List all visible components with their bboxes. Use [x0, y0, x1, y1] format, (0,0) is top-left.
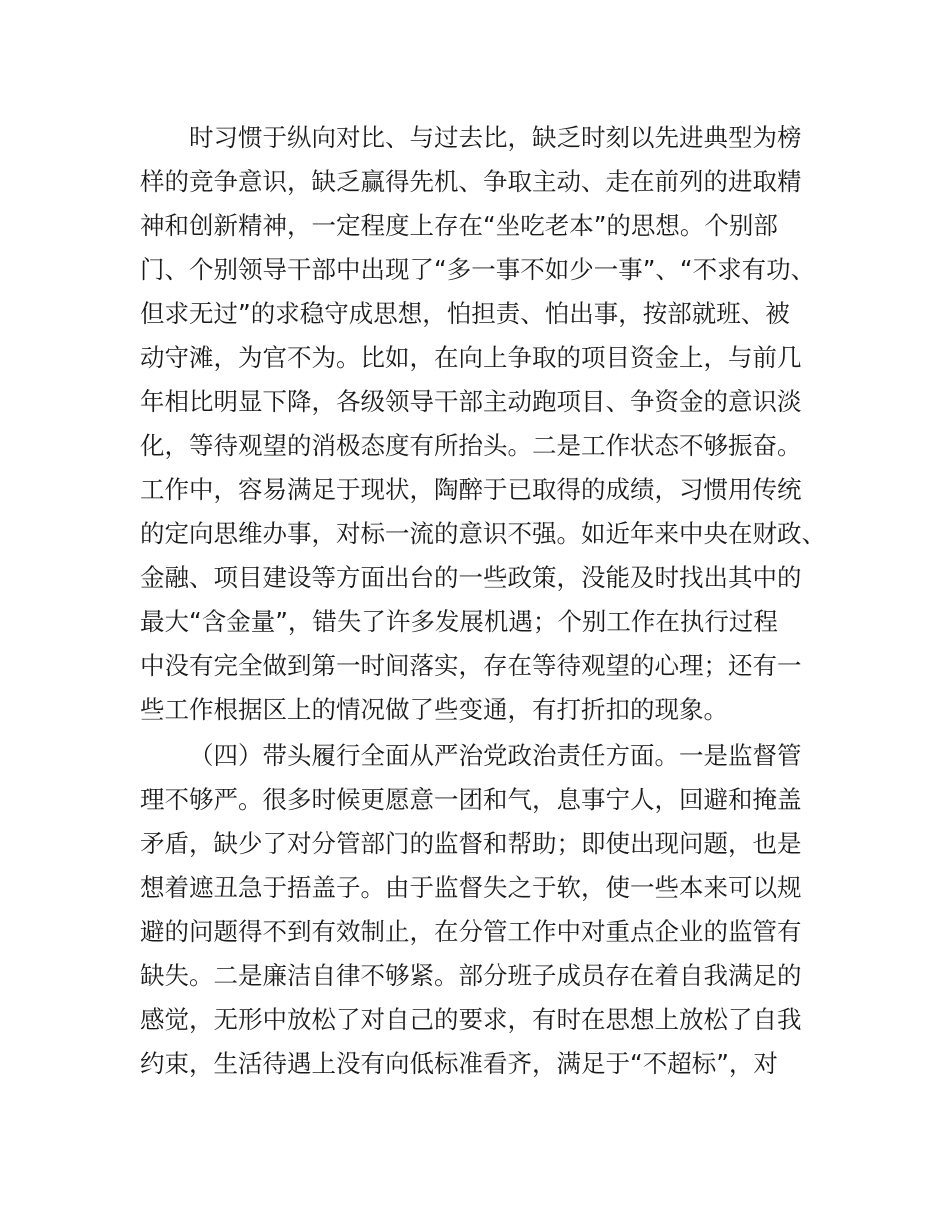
text-line: 最大“含金量”，错失了许多发展机遇；个别工作在执行过程	[140, 607, 778, 636]
text-line: 神和创新精神，一定程度上存在“坐吃老本”的思想。个别部	[140, 211, 778, 240]
text-line: 避的问题得不到有效制止，在分管工作中对重点企业的监管有	[140, 917, 802, 946]
text-line: 化，等待观望的消极态度有所抬头。二是工作状态不够振奋。	[140, 431, 802, 460]
text-line: 约束，生活待遇上没有向低标准看齐，满足于“不超标”，对	[140, 1049, 778, 1078]
text-line: 工作中，容易满足于现状，陶醉于已取得的成绩，习惯用传统	[140, 475, 802, 504]
text-line: 年相比明显下降，各级领导干部主动跑项目、争资金的意识淡	[140, 387, 802, 416]
text-line: 想着遮丑急于捂盖子。由于监督失之于软，使一些本来可以规	[140, 873, 802, 902]
text-line: 样的竞争意识，缺乏赢得先机、争取主动、走在前列的进取精	[140, 167, 802, 196]
text-line: 理不够严。很多时候更愿意一团和气，息事宁人，回避和掩盖	[140, 785, 802, 814]
text-line: 但求无过”的求稳守成思想，怕担责、怕出事，按部就班、被	[140, 299, 790, 328]
text-line: 些工作根据区上的情况做了些变通，有打折扣的现象。	[140, 695, 728, 724]
text-line: 矛盾，缺少了对分管部门的监督和帮助；即使出现问题，也是	[140, 829, 802, 858]
section-four-first-line: （四）带头履行全面从严治党政治责任方面。一是监督管	[189, 741, 802, 770]
text-line: 门、个别领导干部中出现了“多一事不如少一事”、“不求有功、	[140, 255, 816, 284]
text-line: 中没有完全做到第一时间落实，存在等待观望的心理；还有一	[140, 651, 802, 680]
text-line: 金融、项目建设等方面出台的一些政策，没能及时找出其中的	[140, 563, 802, 592]
text-line: 动守滩，为官不为。比如，在向上争取的项目资金上，与前几	[140, 343, 802, 372]
text-line: 的定向思维办事，对标一流的意识不强。如近年来中央在财政、	[140, 519, 826, 548]
text-line: 感觉，无形中放松了对自己的要求，有时在思想上放松了自我	[140, 1005, 802, 1034]
text-line: 缺失。二是廉洁自律不够紧。部分班子成员存在着自我满足的	[140, 961, 802, 990]
text-line: 时习惯于纵向对比、与过去比，缺乏时刻以先进典型为榜	[189, 123, 802, 152]
